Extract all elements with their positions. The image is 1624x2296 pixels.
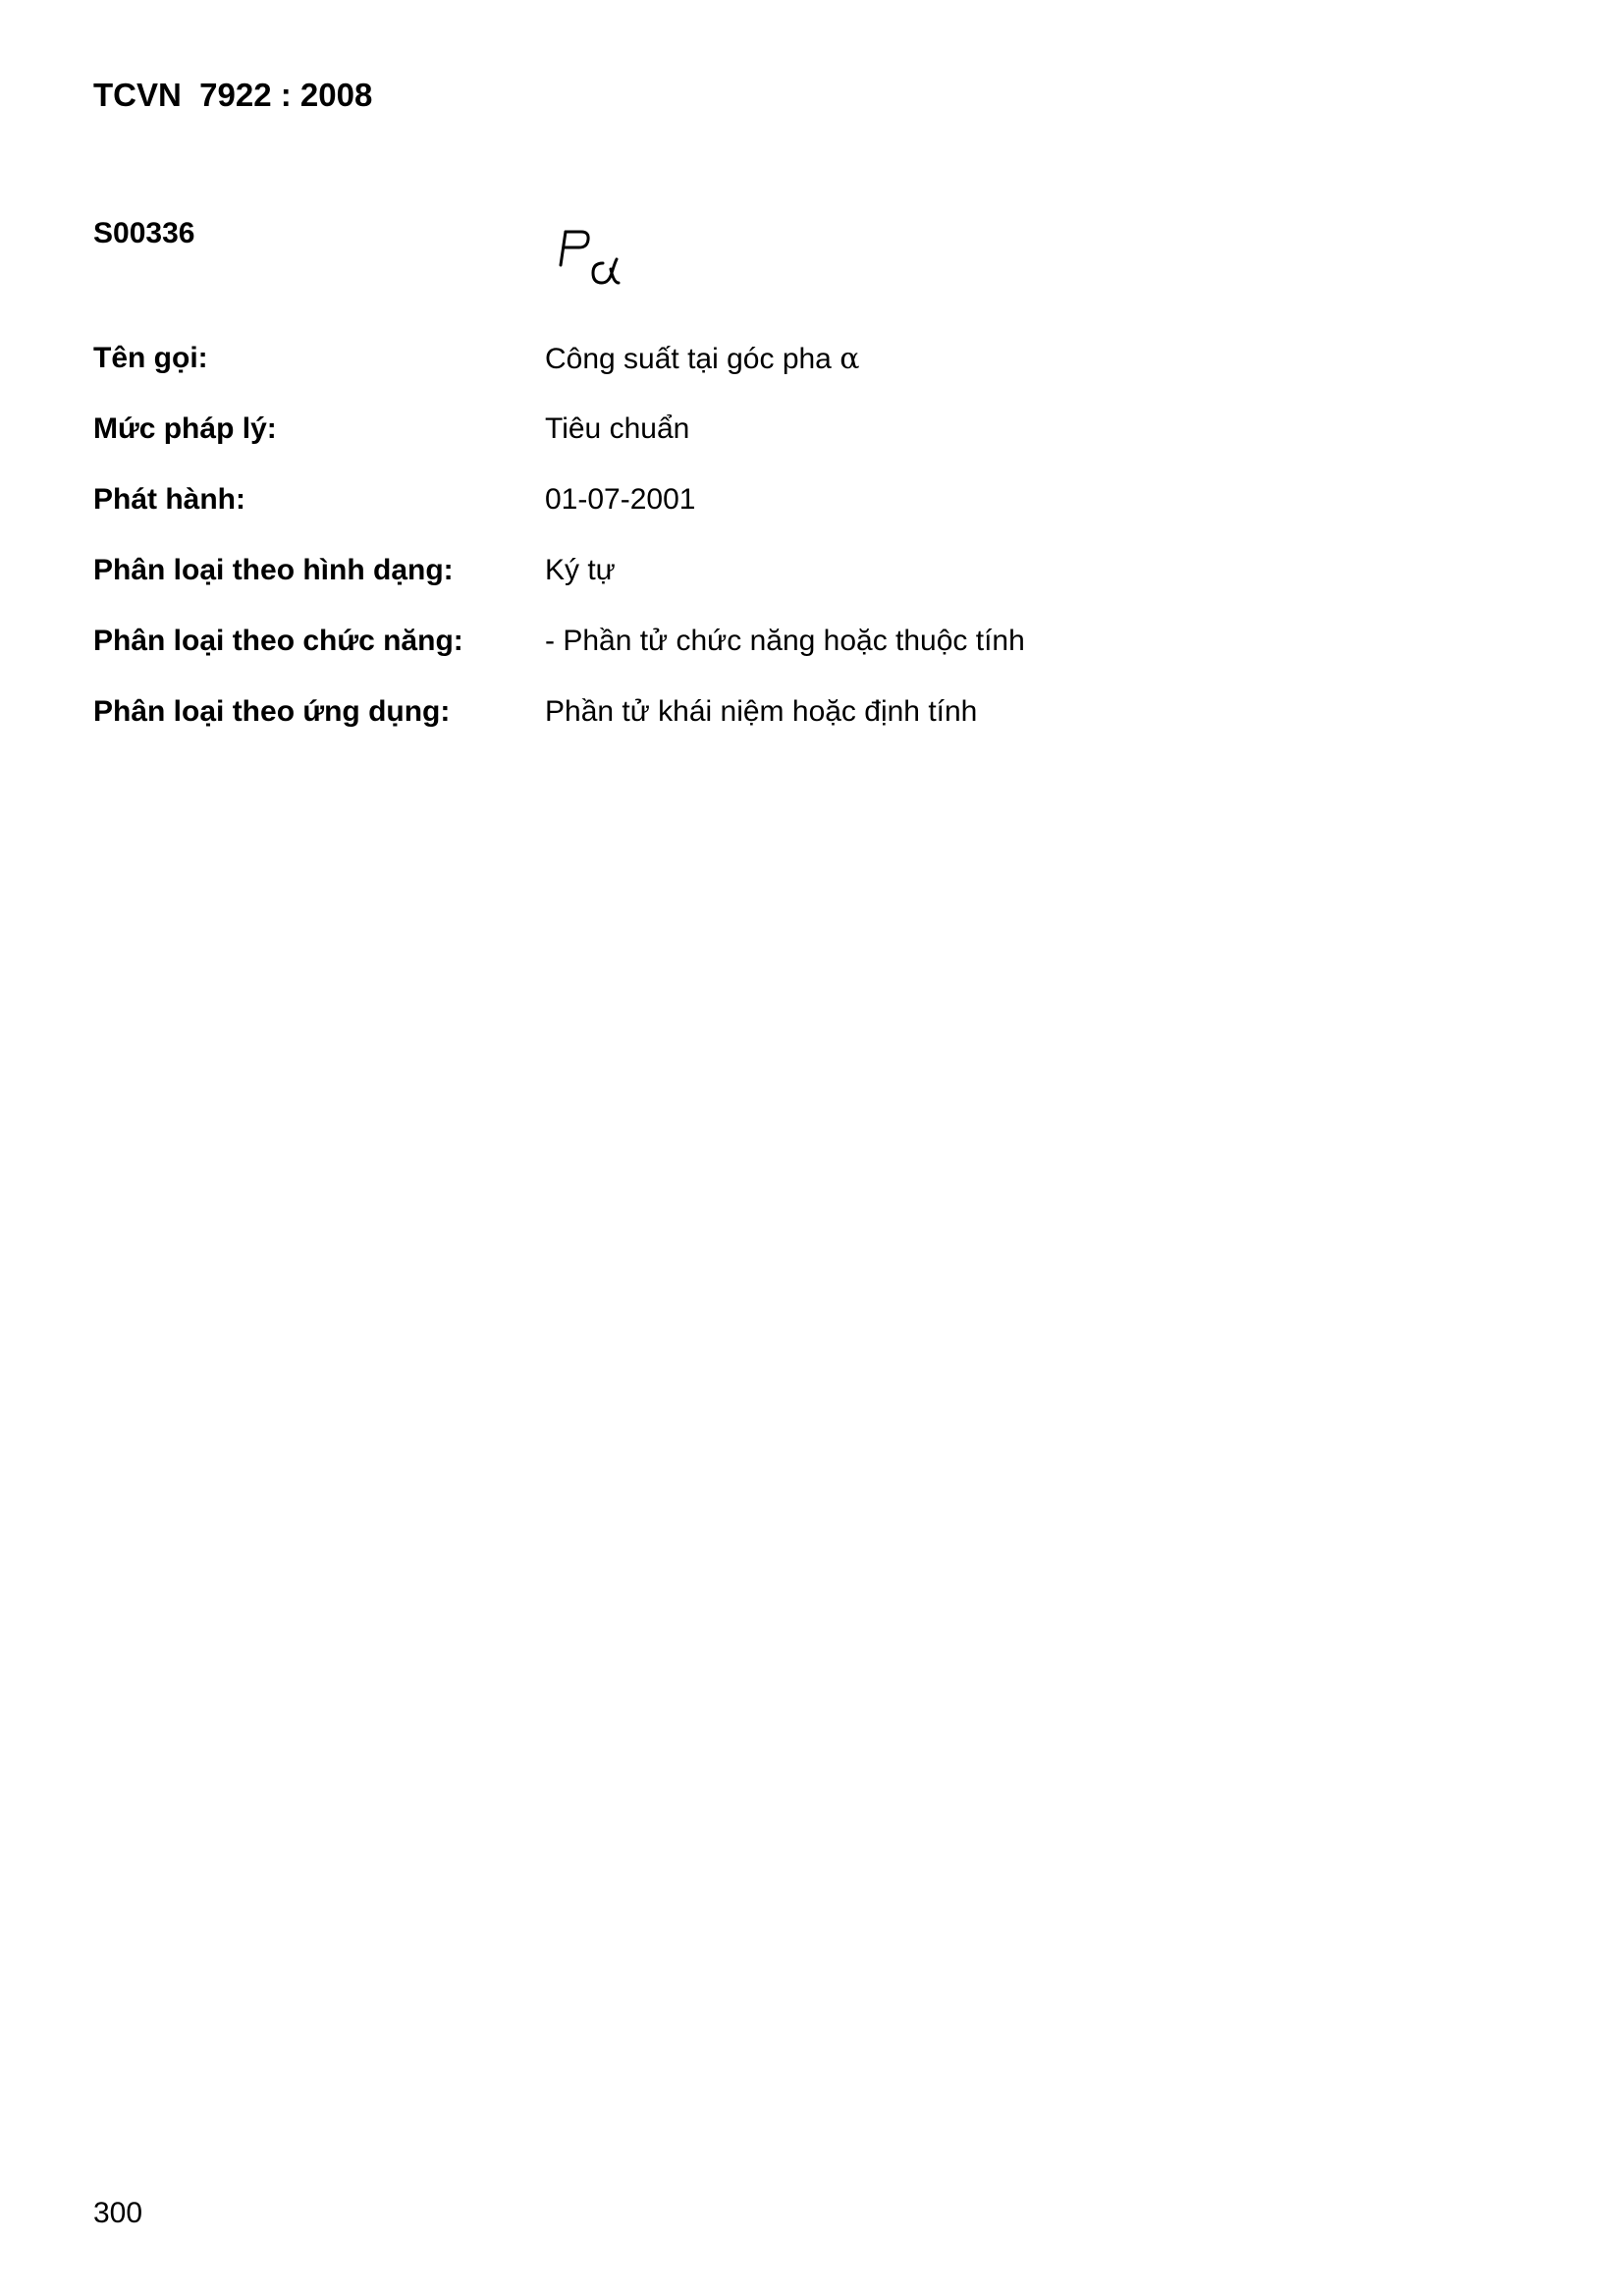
field-label: Mức pháp lý: (93, 412, 277, 445)
field-value: - Phần tử chức năng hoặc thuộc tính (545, 625, 1025, 657)
field-value: 01-07-2001 (545, 483, 696, 516)
document-header: TCVN 7922 : 2008 (93, 77, 373, 113)
field-row-shape-class (93, 554, 1370, 593)
field-row-legal-level (93, 412, 1370, 452)
field-value-text: Công suất tại góc pha (545, 343, 840, 375)
field-label: Phân loại theo ứng dụng: (93, 695, 451, 728)
field-label: Phân loại theo hình dạng: (93, 554, 454, 586)
alpha-symbol: α (839, 342, 860, 376)
p-alpha-symbol-icon (550, 218, 638, 297)
field-value: Ký tự (545, 554, 616, 586)
field-label: Tên gọi: (93, 342, 208, 374)
field-row-function-class (93, 625, 1370, 664)
field-value (545, 342, 859, 376)
field-value: Phần tử khái niệm hoặc định tính (545, 695, 978, 728)
field-row-name (93, 342, 1370, 381)
field-row-application-class (93, 695, 1370, 735)
symbol-code: S00336 (93, 217, 195, 249)
page-number: 300 (93, 2197, 143, 2229)
field-value: Tiêu chuẩn (545, 412, 690, 445)
field-row-issued (93, 483, 1370, 522)
field-label: Phân loại theo chức năng: (93, 625, 463, 657)
field-label: Phát hành: (93, 483, 245, 516)
